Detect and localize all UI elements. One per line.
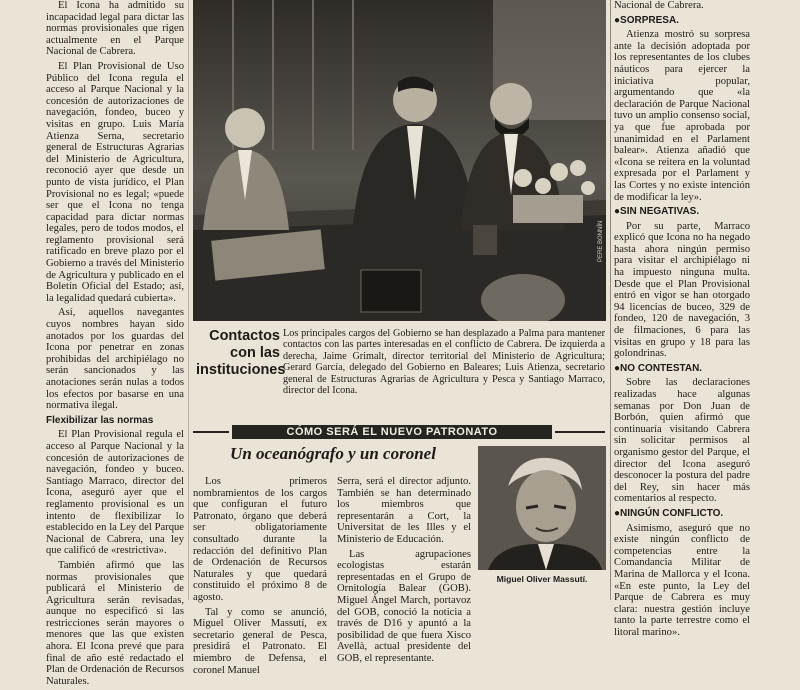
paragraph: También afirmó que las normas provisionales que publicará el Ministerio de Agricultura serán revisadas, aunque no especificó si las restricciones serán mayores o menores que las que existen ahora. El Icona prevé que para final de año esté redactado el Plan de Ordenación de Recursos Naturales.	[46, 559, 184, 687]
column-divider-left	[188, 0, 189, 600]
section-subhead: Flexibilizar las normas	[46, 414, 154, 426]
kicker-label: ●SIN NEGATIVAS.	[614, 206, 700, 218]
section-kicker-sorpresa	[614, 15, 750, 27]
section-kicker-sin-negativas	[614, 206, 750, 218]
left-column-article	[46, 0, 184, 690]
paragraph: El Icona ha admitido su incapacidad legal para dictar las normas provisionales que rigen actualmente en el Parque Nacional de Cabrera.	[46, 0, 184, 58]
portrait-caption: Miguel Oliver Massutí.	[496, 574, 588, 584]
photo-caption: Los principales cargos del Gobierno se han desplazado a Palma para mantener contactos con las partes interesadas en el conflicto de Cabrera. De izquierda a derecha, Jaime Grimalt, director territorial del Ministerio de Agricultura; Gerard García, delegado del Gobierno en Baleares; Luis Atienza, secretario general de Estructuras Agrarias de Agricultura y Pesca y Santiago Marraco, director del Icona.	[283, 328, 605, 397]
article-column-a	[193, 476, 327, 679]
banner-rule	[193, 431, 229, 433]
kicker-label: ●NINGÚN CONFLICTO.	[614, 507, 724, 519]
paragraph: El Plan Provisional de Uso Público del Icona regula el acceso al Parque Nacional y la concesión de autorizaciones de navegación, fondeo, buceo y visitas en grupo. Luis María Atienza Serna, secretario general de Estructuras Agrarias del Ministerio de Agricultura, reconoció ayer que desde un punto de vista jurídico, el Plan Provisional no es legal; «puede ser que el Icona no tenga capacidad para dictar normas legales, pero de todos modos, el reglamento provisional será ratificado en breve plazo por el Gobierno a través del Ministerio de Agricultura y publicado en el Boletín Oficial del Estado; así, la legalidad quedará cubierta».	[46, 60, 184, 304]
article-headline: Un oceanógrafo y un coronel	[230, 444, 436, 463]
press-conference-photo	[193, 0, 606, 321]
right-column-article	[614, 0, 750, 641]
paragraph: Tal y como se anunció, Miguel Oliver Massutí, ex secretario general de Pesca, presidirá el Patronato. El miembro de Defensa, el coronel Manuel	[193, 606, 327, 676]
section-kicker-no-contestan	[614, 363, 750, 375]
banner-rule	[555, 431, 605, 433]
paragraph: Serra, será el director adjunto. También se han determinado los miembros que representarán a Cort, la Universitat de les Illes y el Ministerio de Educación.	[337, 476, 471, 545]
section-kicker-ningun-conflicto	[614, 508, 750, 520]
paragraph: Asimismo, aseguró que no existe ningún conflicto de competencias entre la Comandancia Militar de Marina de Mallorca y el Icona. «En este punto, la Ley del Parque de Cabrera es muy clara: nuestra gestión incluye tanto la parte terrestre como el litoral marino».	[614, 522, 750, 638]
paragraph: El Plan Provisional regula el acceso al Parque Nacional y la concesión de autorizaciones de navegación, fondeo y buceo. Santiago Marraco, director del Icona, aseguró ayer que el reglamento provisional es un intento de flexibilizar lo establecido en la Ley del Parque Nacional de Cabrera, una ley que calificó de «restrictiva».	[46, 429, 184, 557]
paragraph: Nacional de Cabrera.	[614, 0, 704, 11]
paragraph: Por su parte, Marraco explicó que Icona no ha negado hasta ahora ningún permiso para visitar el archipiélago ni ha impuesto ninguna multa. Desde que el Plan Provisional entró en vigor se han otorgado 94 licencias de buceo, 329 de fondeo, 120 de navegación, 3 de filmaciones, 6 para las visitas en grupo y 18 para las golondrinas.	[614, 220, 750, 360]
column-divider-right	[610, 0, 611, 600]
caption-headline: Contactos con las instituciones	[196, 328, 286, 378]
paragraph: Los primeros nombramientos de los cargos que configuran el futuro Patronato, órgano que deberá ser obligatoriamente consultado durante la redacción del definitivo Plan de Ordenación de Recursos Naturales y que quedará constituido el próximo 8 de agosto.	[193, 476, 327, 603]
portrait-photo	[478, 446, 606, 570]
press-conference-illustration	[193, 0, 606, 321]
kicker-label: ●NO CONTESTAN.	[614, 362, 703, 374]
section-banner: CÓMO SERÁ EL NUEVO PATRONATO	[232, 425, 552, 439]
photo-credit: PERE BONNÍN	[598, 220, 604, 262]
article-column-b	[337, 476, 471, 668]
paragraph: Las agrupaciones ecologistas estarán representadas en el Grupo de Ornitología Balear (GOB). Miguel Ángel March, portavoz del GOB, conoció la noticia a través de D16 y apuntó a la posibilidad de que fuera Xisco Avellà, actual presidente del GOB, el representante.	[337, 548, 471, 664]
paragraph: Así, aquellos navegantes cuyos nombres hayan sido anotados por los guardas del Icona por penetrar en zonas prohibidas del archipiélago no serán sancionados y las anotaciones serán nulas a todos los efectos por basarse en una normativa ilegal.	[46, 307, 184, 412]
paragraph: Sobre las declaraciones realizadas hace algunas semanas por Don Juan de Borbón, quien afirmó que continuaría visitando Cabrera sin solicitar permisos al organismo gestor del Parque, el director del Icona aseguró desconocer la postura del padre del Rey, sin hacer más comentarios al respecto.	[614, 377, 750, 505]
paragraph: Atienza mostró su sorpresa ante la decisión adoptada por los representantes de los clubes náuticos para ejercer la iniciativa popular, argumentando que «la declaración de Parque Nacional tuvo un amplio consenso social, ya que fue aprobada por unanimidad en el Parlament balear». Atienza añadió que «Icona se reitera en la voluntad expresada por el Parlament y las Cortes y no existe intención de modificar la ley».	[614, 29, 750, 203]
portrait-illustration	[478, 446, 606, 570]
kicker-label: ●SORPRESA.	[614, 14, 679, 26]
